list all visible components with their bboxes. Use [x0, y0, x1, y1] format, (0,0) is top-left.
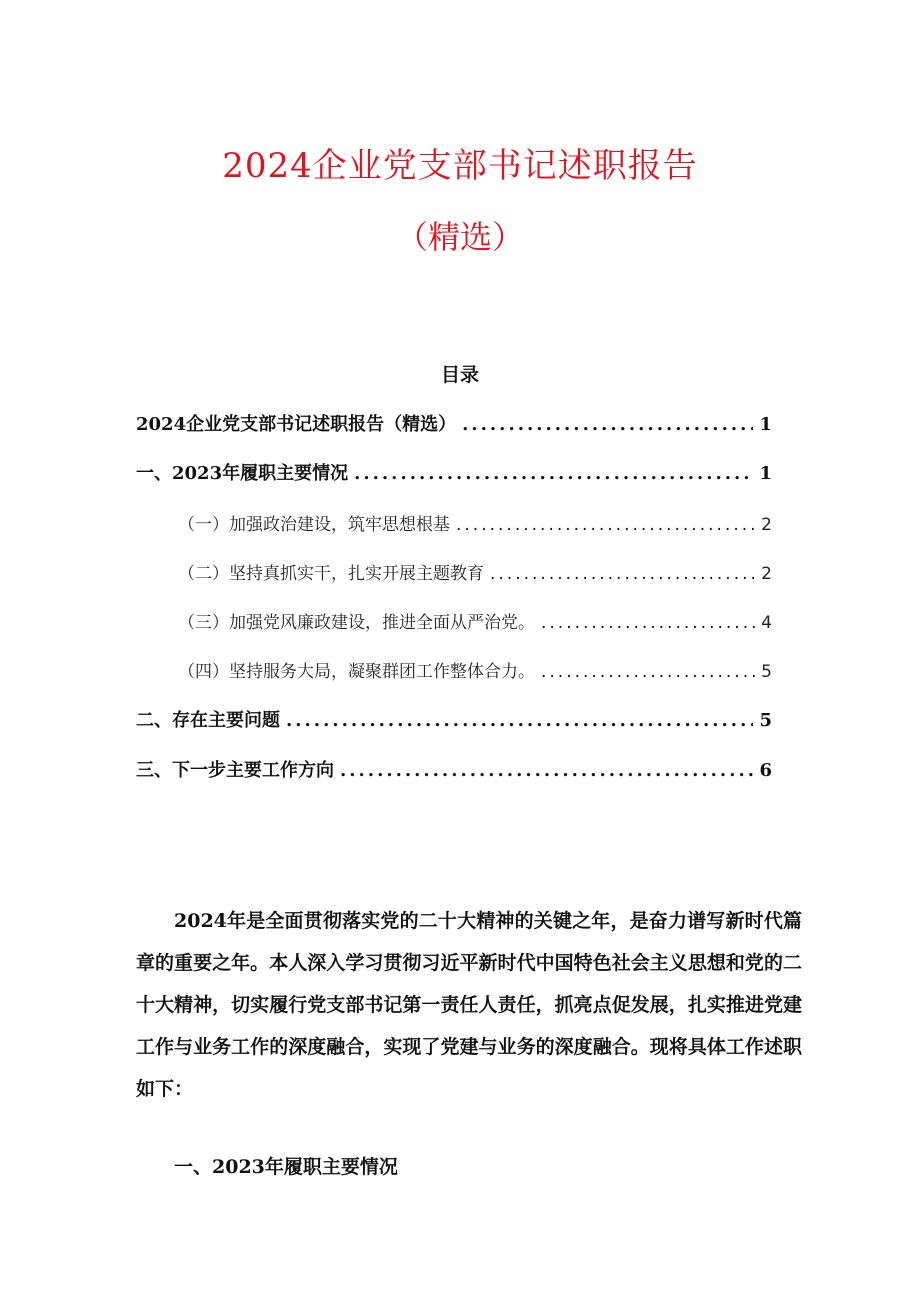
toc-entry-text: （一）加强政治建设，筑牢思想根基: [178, 515, 450, 535]
toc-leader-dots: [286, 710, 753, 731]
toc-entry[interactable]: [136, 410, 772, 436]
toc-entry[interactable]: [178, 510, 772, 535]
toc-entry-text: 三、下一步主要工作方向: [136, 760, 334, 781]
document-subtitle: （精选）: [395, 218, 524, 256]
toc-entry-page: 2: [761, 515, 772, 535]
toc-leader-dots: [541, 613, 755, 633]
toc-leader-dots: [354, 463, 753, 484]
toc-leader-dots: [456, 515, 755, 535]
toc-entry-text: 一、2023年履职主要情况: [136, 463, 349, 484]
toc-leader-dots: [490, 564, 755, 584]
toc-entry-page: 4: [761, 613, 772, 633]
toc-entry-text: 2024企业党支部书记述职报告（精选）: [136, 414, 457, 435]
toc-entry-page: 5: [759, 710, 772, 731]
toc-entry[interactable]: [136, 756, 772, 782]
document-title: 2024企业党支部书记述职报告: [222, 146, 698, 186]
toc-entry[interactable]: [136, 706, 772, 732]
toc-entry-text: （二）坚持真抓实干，扎实开展主题教育: [178, 564, 484, 584]
toc-entry-page: 2: [761, 564, 772, 584]
toc-entry[interactable]: [178, 559, 772, 584]
toc-leader-dots: [462, 414, 753, 435]
toc-leader-dots: [541, 662, 755, 682]
intro-paragraph: 2024年是全面贯彻落实党的二十大精神的关键之年，是奋力谱写新时代篇章的重要之年。本人深入学习贯彻习近平新时代中国特色社会主义思想和党的二十大精神，切实履行党支部书记第一责任人责任，抓亮点促发展，扎实推进党建工作与业务工作的深度融合，实现了党建与业务的深度融合。现将具体工作述职如下：: [136, 910, 802, 1100]
toc-entry[interactable]: [136, 459, 772, 485]
toc-entry[interactable]: [178, 657, 772, 682]
toc-entry-text: （四）坚持服务大局，凝聚群团工作整体合力。: [178, 662, 535, 682]
toc-entry-page: 1: [759, 463, 772, 484]
section-heading: 一、2023年履职主要情况: [174, 1156, 398, 1178]
toc-entry-page: 1: [759, 414, 772, 435]
toc-entry-page: 6: [759, 760, 772, 781]
toc-entry[interactable]: [178, 608, 772, 633]
toc-leader-dots: [340, 760, 753, 781]
toc-entry-text: 二、存在主要问题: [136, 710, 280, 731]
toc-heading: 目录: [440, 364, 479, 386]
toc-entry-page: 5: [761, 662, 772, 682]
toc-entry-text: （三）加强党风廉政建设，推进全面从严治党。: [178, 613, 535, 633]
